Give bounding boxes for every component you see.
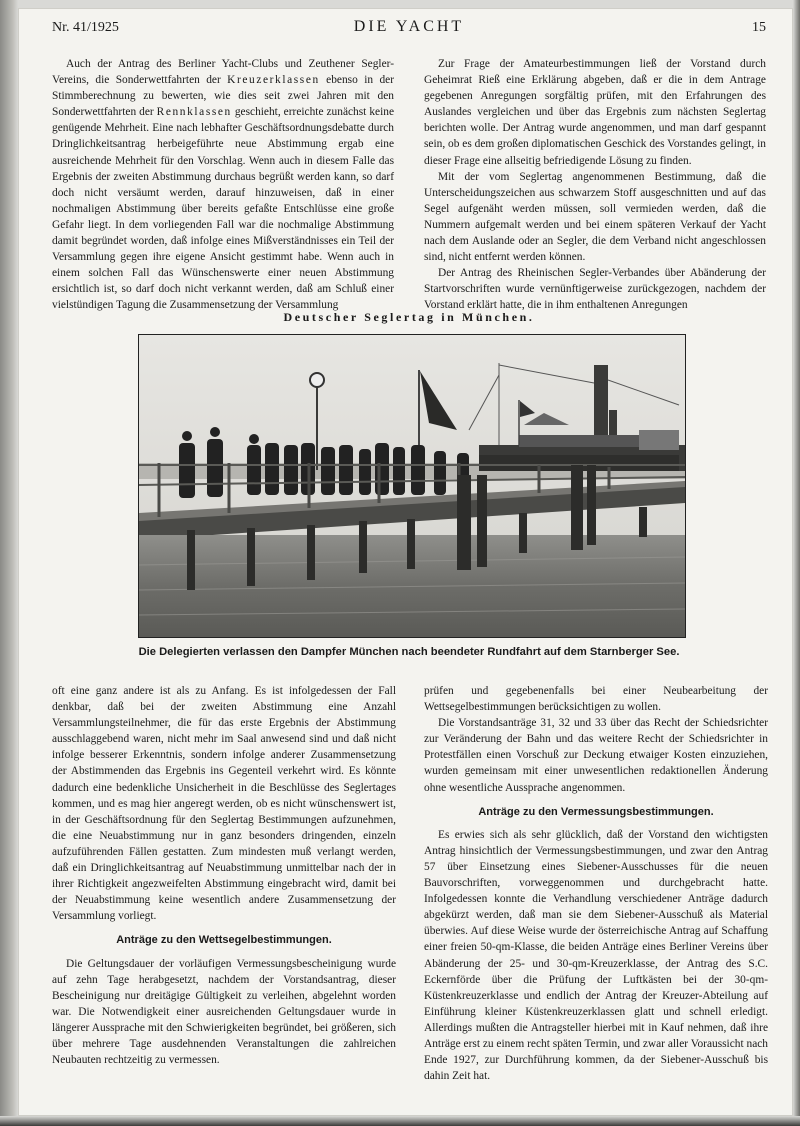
paragraph: Es erwies sich als sehr glücklich, daß der Vorstand den wichtigsten Antrag hinsichtlich der Vermessungsbestimmungen, und zwar den Antrag 57 über Einsetzung eines Siebener-Ausschusses für die neuen Bauvorschriften, vorweggenommen und durchgebracht hatte. Infolgedessen konnte die Verhandlung verschiedener Anträge dadurch abgekürzt werden, daß man sie dem Siebener-Ausschuß als Material überwies. Auf diese Weise wurde der österreichische Antrag auf Schaffung einer freien 50-qm-Klasse, die beiden Anträge eines Berliner Vereins über Abänderung der 25- und 30-qm-Kreuzerklasse, der Antrag des S.C. Eckernförde über die Prüfung der Luftkästen bei der 30-qm-Küstenkreuzerklasse und endlich der Antrag der Kreuzer-Abteilung auf Einführung kleiner Küstenkreuzerklassen glatt und schnell erledigt. Allerdings mußten die Antragsteller hierbei mit in Kauf nehmen, daß ihre Anträge erst zu einem recht späten Termin, und zwar aller Voraussicht nach Ende 1927, zur Durchführung kommen, da der Siebener-Ausschuß bis dahin Zeit hat. [424,828,768,1083]
section-heading: Anträge zu den Vermessungsbestimmungen. [478,805,714,818]
column-top-left [52,56,395,312]
magazine-title: DIE YACHT [353,18,465,35]
photo-pier-steamer [138,334,686,638]
photo-caption: Die Delegierten verlassen den Dampfer München nach beendeter Rundfahrt auf dem Starnberger See. [138,646,680,658]
photo-illustration [139,335,685,637]
paragraph: Die Geltungsdauer der vorläufigen Vermessungsbescheinigung wurde auf zehn Tage herabgesetzt, nachdem der Vorstandsantrag, dieser Bescheinigung nur dreitägige Gültigkeit zu verleihen, abgelehnt worden war. Die Notwendigkeit einer ausreichenden Geltungsdauer wurde in längerer Aussprache mit den Schwierigkeiten begründet, bei größeren, sich über mehrere Tage ausdehnenden Veranstaltungen die zahlreichen Neubauten rechtzeitig zu vermessen. [52,957,396,1067]
paragraph: oft eine ganz andere ist als zu Anfang. Es ist infolgedessen der Fall denkbar, daß bei der zweiten Abstimmung eine Anzahl Versammlungsteilnehmer, die für das erste Ergebnis der Abstimmung ausschlaggebend waren, nicht mehr im Saal anwesend sind und daß nicht infolge besserer Erkenntnis, sondern infolge anderer Zusammensetzung der Abstimmenden das Ergebnis ins Gegenteil verkehrt wird. Es könnte dadurch eine bedenkliche Unsicherheit in die Beschlüsse des Seglertages kommen, und es mag hier angeregt werden, ob es nicht wünschenswert ist, in der Geschäftsordnung für den Seglertag Bestimmungen aufzunehmen, die eine Neuabstimmung nur in ganz besonders dringenden, einzeln aufzuführenden Fällen gestatten. Zum mindesten muß verlangt werden, daß ein Dringlichkeitsantrag auf Neuabstimmung unmittelbar nach der in ihrer Richtigkeit angezweifelten Abstimmung eingebracht wird, damit bei der Neuabstimmung keine wesentlich andere Zusammensetzung der Versammlung vorliegt. [52,685,396,923]
issue-number: Nr. 41/1925 [52,20,119,35]
photo-title: Deutscher Seglertag in München. [283,310,535,324]
paragraph: Auch der Antrag des Berliner Yacht-Clubs und Zeuthener Segler-Vereins, die Sonderwettfahrten der Kreuzerklassen ebenso in der Stimmberechnung zu bewerten, wie dies seit zwei Jahren mit den Sonderwettfahrten der Rennklassen geschieht, erreichte zunächst keine genügende Mehrheit. Eine nach lebhafter Geschäftsordnungsdebatte durch Dringlichkeitsantrag herbeigeführte neue Abstimmung ergab eine ausreichende Mehrheit für den Vorschlag. Wenn auch in diesem Falle das Ergebnis der zweiten Abstimmung durchaus begrüßt werden kann, so darf doch nicht versäumt werden, darauf hinzuweisen, daß in einer nochmaligen Abstimmung über bereits gefaßte Entschlüsse eine große Gefahr liegt. In dem vorliegenden Fall war die nochmalige Abstimmung damit begründet worden, daß infolge eines Mißverständnisses ein Teil der Versammlung gegen ihre eigene Ansicht gestimmt habe. Wenn auch in einem solchen Fall das Wünschenswerte einer neuen Abstimmung ersichtlich ist, so darf doch nicht verkannt werden, daß am Schluß einer vielstündigen Tagung die Zusammensetzung der Versammlung [52,58,395,312]
page-number: 15 [752,20,766,35]
page-edge-left [0,0,18,1126]
page-header [52,18,766,42]
paragraph: Mit der vom Seglertag angenommenen Bestimmung, daß die Unterscheidungszeichen aus schwarzem Stoff ausgeschnitten und auf das Segel aufgenäht werden müssen, soll vermieden werden, daß die Nummern aufgemalt werden und bei einem späteren Verkauf der Yacht nach dem Auslande oder an Segler, die dem Verband nicht angeschlossen sind, nicht entfernt werden können. [424,170,766,264]
spaced-term: Rennklassen [156,106,232,119]
column-bottom-left [52,683,396,1098]
paragraph: prüfen und gegebenenfalls bei einer Neubearbeitung der Wettsegelbestimmungen berücksichtigen zu wollen. [424,685,768,714]
page-edge-bottom [0,1116,800,1126]
spaced-term: Kreuzerklassen [227,74,320,87]
column-top-right [424,56,766,312]
column-bottom-right [424,683,768,1098]
page-edge-right [793,0,800,1126]
paragraph: Der Antrag des Rheinischen Segler-Verbandes über Abänderung der Startvorschriften wurde vernünftigerweise zurückgezogen, nachdem der Vorstand erklärt hatte, die in ihm enthaltenen Anregungen [424,267,766,312]
section-heading: Anträge zu den Wettsegelbestimmungen. [116,934,332,947]
paragraph: Zur Frage der Amateurbestimmungen ließ der Vorstand durch Geheimrat Rieß eine Erklärung abgeben, daß er die in dem Antrage gegebenen Anregungen sorgfältig prüfen, mit den Erfahrungen des Auslandes vergleichen und über das Ergebnis zum nächsten Seglertag berichten wolle. Der Antrag wurde angenommen, und man darf gespannt sein, ob es dem großen diplomatischen Geschick des Vorstandes gelingt, in dieser Frage eine allseitig befriedigende Lösung zu finden. [424,58,766,167]
paragraph: Die Vorstandsanträge 31, 32 und 33 über das Recht der Schiedsrichter zur Veränderung der Bahn und das weitere Recht der Schiedsrichter in Protestfällen einen Vorschuß zur Deckung etwaiger Kosten einzuziehen, wurden gemeinsam mit einer unwesentlichen redaktionellen Änderung ohne wesentliche Aussprache angenommen. [424,717,768,794]
